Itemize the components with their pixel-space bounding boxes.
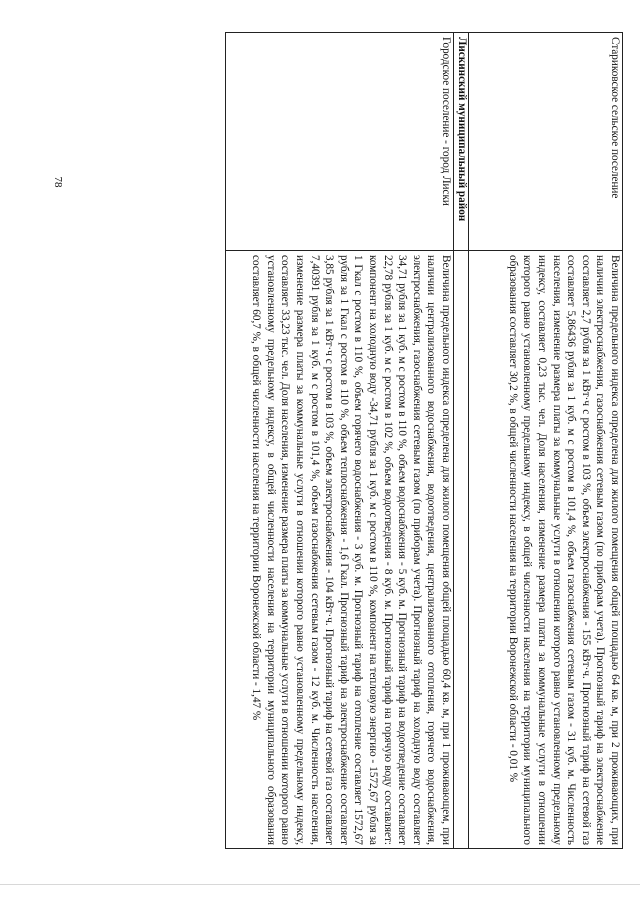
settlement-name: Стариковское сельское поселение (469, 33, 623, 251)
settlement-description: Величина предельного индекса определена для жилого помещения общей площадью 64 кв. м, при 2 проживающих, при наличии электроснабжения, газоснабжения сетевым газом (по приборам учета). Прогнозный тариф на электроснабжение составляет 2,7 рубля за 1 кВт·ч с ростом в 103 %, объем электроснабжения - 155 кВт·ч. Прогнозный тариф на сетевой газ составляет 5,86436 рубля за 1 куб. м с ростом в 101,4 %, объем газоснабжения сетевым газом - 31 куб. м. Численность населения, изменение размера платы за коммунальные услуги в отношении которого равно установленному предельному индексу, составляет 0,23 тыс. чел. Доля населения, изменение размера платы за коммунальные услуги в отношении которого равно установленному предельному индексу, в общей численности населения на территории муниципального образования составляет 30,2 %, в общей численности населения на территории Воронежской области - 0,01 % (469, 251, 623, 849)
settlement-name: Городское поселение - город Лиски (226, 33, 454, 251)
index-table (225, 32, 623, 849)
rotated-table-container (225, 32, 623, 848)
district-empty-cell (454, 251, 469, 849)
table-row (226, 33, 454, 849)
district-name: Лискинский муниципальный район (454, 33, 469, 251)
settlement-description: Величина предельного индекса определена для жилого помещения общей площадью 60,4 кв. м, при 1 проживающем, при наличии централизованного водоснабжения, водоотведения, централизованного отопления, горячего водоснабжения, электроснабжения, газоснабжения сетевым газом (по приборам учета). Прогнозный тариф на холодную воду составляет 34,71 рубля за 1 куб. м с ростом в 110 %, объем водоснабжения - 5 куб. м. Прогнозный тариф на водоотведение составляет 22,78 рубля за 1 куб. м с ростом в 102 %, объем водоотведения - 8 куб. м. Прогнозный тариф на горячую воду составляет: компонент на холодную воду -34,71 рубля за 1 куб. м с ростом в 110 %, компонент на тепловую энергию - 1572,67 рубля за 1 Гкал с ростом в 110 %, объем горячего водоснабжения - 3 куб. м. Прогнозный тариф на отопление составляет 1572,67 рубля за 1 Гкал с ростом в 110 %, объем теплоснабжения - 1,6 Гкал. Прогнозный тариф на электроснабжение составляет 3,85 рубля за 1 кВт·ч с ростом в 103 %, объем электроснабжения - 104 кВт·ч. Прогнозный тариф на сетевой газ составляет 7,40391 рубля за 1 куб. м с ростом в 101,4 %, объем газоснабжения сетевым газом - 12 куб. м. Численность населения, изменение размера платы за коммунальные услуги в отношении которого равно установленному предельному индексу, составляет 33,23 тыс. чел. Доля населения, изменение размера платы за коммунальные услуги в отношении которого равно установленному предельному индексу, в общей численности населения на территории муниципального образования составляет 60,7 %, в общей численности населения на территории Воронежской области - 1,47 % (226, 251, 454, 849)
page-number: 78 (52, 176, 64, 188)
district-row (454, 33, 469, 849)
table-row (469, 33, 623, 849)
scan-edge-divider (0, 884, 640, 885)
